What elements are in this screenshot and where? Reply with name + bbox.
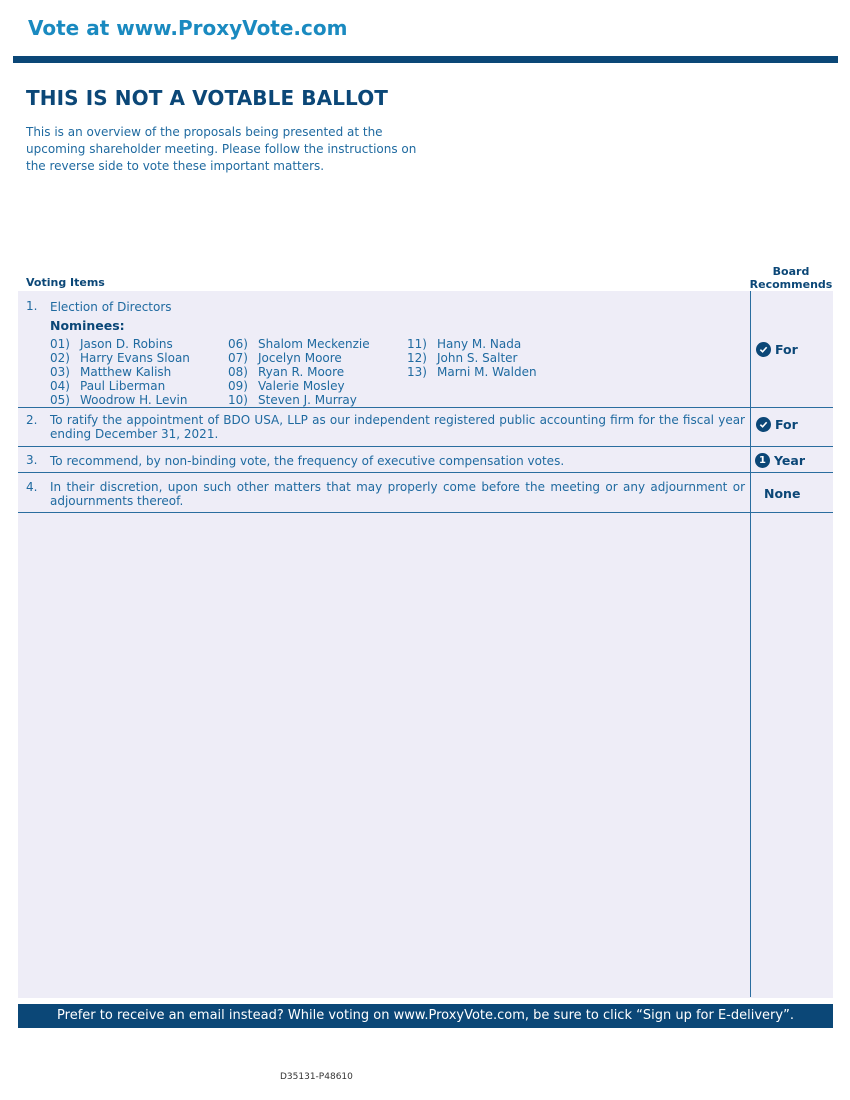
row-divider <box>18 446 833 447</box>
item-4-text: In their discretion, upon such other matters that may properly come before the meeting or any adjournment or adjournments thereof. <box>50 480 745 508</box>
item-1-recommendation <box>756 342 798 357</box>
nominees-column-2 <box>228 337 370 407</box>
nominee-number: 02) <box>50 351 70 365</box>
item-1-number: 1. <box>26 299 38 313</box>
nominees-column-1 <box>50 337 190 407</box>
proxyvote-link[interactable]: Vote at www.ProxyVote.com <box>28 16 348 40</box>
nominee-name: Jason D. Robins <box>80 337 173 351</box>
item-1-text: Election of Directors <box>50 300 172 314</box>
nominee-number: 08) <box>228 365 248 379</box>
nominee-name: Marni M. Walden <box>437 365 537 379</box>
nominee-name: Woodrow H. Levin <box>80 393 188 407</box>
nominee-row <box>50 337 190 351</box>
item-3-text: To recommend, by non-binding vote, the frequency of executive compensation votes. <box>50 454 565 468</box>
nominee-number: 07) <box>228 351 248 365</box>
column-divider <box>750 291 751 997</box>
nominee-name: Paul Liberman <box>80 379 166 393</box>
recommendation-label: None <box>764 486 801 501</box>
recommendation-label: For <box>775 417 798 432</box>
nominee-number: 06) <box>228 337 248 351</box>
nominee-row <box>228 365 370 379</box>
voting-items-header: Voting Items <box>26 276 105 289</box>
nominee-row <box>407 337 537 351</box>
nominee-row <box>407 351 537 365</box>
item-2-text: To ratify the appointment of BDO USA, LLP as our independent registered public accounting firm for the fiscal year ending December 31, 2021. <box>50 413 745 441</box>
nominee-number: 05) <box>50 393 70 407</box>
nominee-name: Hany M. Nada <box>437 337 522 351</box>
nominee-row <box>228 337 370 351</box>
number-one-icon: 1 <box>755 453 770 468</box>
nominee-number: 10) <box>228 393 248 407</box>
nominees-label: Nominees: <box>50 318 125 333</box>
nominee-row <box>50 351 190 365</box>
nominee-row <box>50 379 190 393</box>
item-2-number: 2. <box>26 413 38 427</box>
page-title: THIS IS NOT A VOTABLE BALLOT <box>26 86 389 110</box>
check-icon <box>756 342 771 357</box>
nominee-row <box>50 365 190 379</box>
recommendation-label: Year <box>774 453 805 468</box>
nominee-row <box>407 365 537 379</box>
item-4-recommendation <box>764 486 800 501</box>
nominee-name: Valerie Mosley <box>258 379 345 393</box>
nominee-name: Shalom Meckenzie <box>258 337 370 351</box>
recommendation-label: For <box>775 342 798 357</box>
nominee-number: 01) <box>50 337 70 351</box>
nominee-number: 11) <box>407 337 427 351</box>
nominee-number: 03) <box>50 365 70 379</box>
nominee-row <box>228 351 370 365</box>
nominee-name: Steven J. Murray <box>258 393 357 407</box>
row-divider <box>18 407 833 408</box>
nominee-name: Harry Evans Sloan <box>80 351 190 365</box>
header-divider <box>13 56 838 63</box>
nominee-number: 09) <box>228 379 248 393</box>
item-2-recommendation <box>756 417 798 432</box>
nominee-row <box>50 393 190 407</box>
row-divider <box>18 472 833 473</box>
nominee-row <box>228 379 370 393</box>
nominee-number: 12) <box>407 351 427 365</box>
item-3-number: 3. <box>26 453 38 467</box>
document-code: D35131-P48610 <box>280 1072 353 1082</box>
nominee-name: Jocelyn Moore <box>258 351 342 365</box>
intro-text: This is an overview of the proposals being presented at the upcoming shareholder meeting. Please follow the instructions on the reverse side to vote these important matters. <box>26 125 417 173</box>
nominee-row <box>228 393 370 407</box>
nominee-number: 04) <box>50 379 70 393</box>
nominee-number: 13) <box>407 365 427 379</box>
nominee-name: John S. Salter <box>437 351 518 365</box>
check-icon <box>756 417 771 432</box>
nominee-name: Ryan R. Moore <box>258 365 345 379</box>
row-divider <box>18 512 833 513</box>
edelivery-banner: Prefer to receive an email instead? While voting on www.ProxyVote.com, be sure to click “Sign up for E-delivery”. <box>18 1004 833 1028</box>
nominee-name: Matthew Kalish <box>80 365 172 379</box>
board-recommends-header: Board Recommends <box>749 265 833 291</box>
item-4-number: 4. <box>26 480 38 494</box>
nominees-column-3 <box>407 337 537 379</box>
item-3-recommendation <box>755 453 805 468</box>
